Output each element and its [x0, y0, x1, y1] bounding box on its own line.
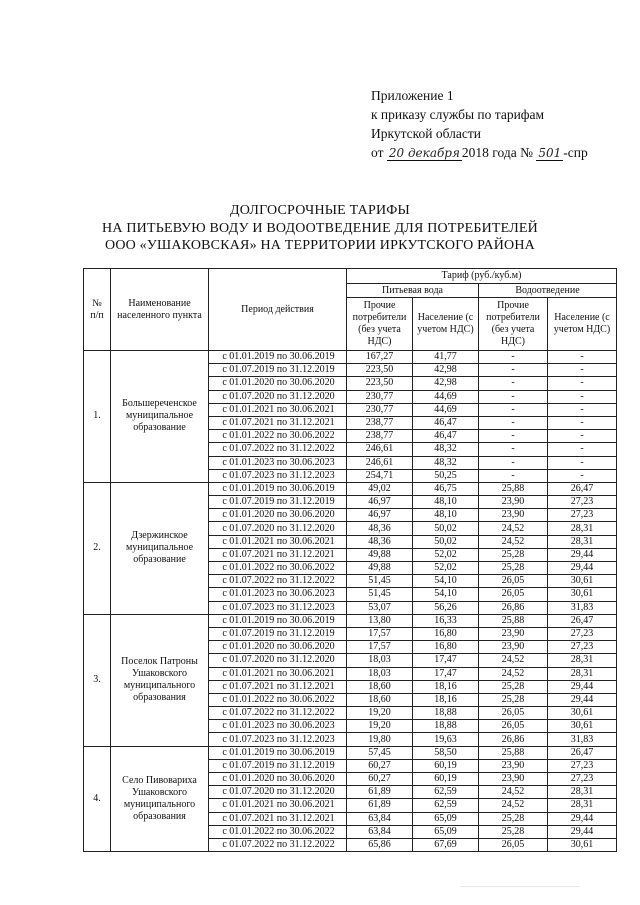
period-cell: с 01.01.2019 по 30.06.2019 — [209, 746, 347, 759]
water-other-cell: 51,45 — [347, 575, 413, 588]
sewer-other-cell: 25,28 — [479, 548, 548, 561]
period-cell: с 01.01.2021 по 30.06.2021 — [209, 799, 347, 812]
sewer-other-cell: - — [479, 469, 548, 482]
sewer-population-cell: 27,23 — [548, 759, 617, 772]
water-other-cell: 230,77 — [347, 403, 413, 416]
period-cell: с 01.01.2022 по 30.06.2022 — [209, 693, 347, 706]
sewer-other-cell: 26,86 — [479, 733, 548, 746]
sewer-other-cell: - — [479, 416, 548, 429]
header-water: Питьевая вода — [347, 284, 479, 298]
period-cell: с 01.01.2022 по 30.06.2022 — [209, 430, 347, 443]
water-other-cell: 18,03 — [347, 667, 413, 680]
water-population-cell: 42,98 — [413, 364, 479, 377]
sewer-population-cell: 29,44 — [548, 548, 617, 561]
water-other-cell: 49,88 — [347, 562, 413, 575]
water-population-cell: 18,16 — [413, 680, 479, 693]
header-num: № п/п — [84, 269, 111, 351]
water-population-cell: 52,02 — [413, 548, 479, 561]
period-cell: с 01.01.2021 по 30.06.2021 — [209, 667, 347, 680]
sewer-population-cell: 29,44 — [548, 680, 617, 693]
title-line-3: ООО «УШАКОВСКАЯ» НА ТЕРРИТОРИИ ИРКУТСКОГО РАЙОНА — [105, 238, 535, 253]
sewer-population-cell: 27,23 — [548, 496, 617, 509]
sewer-population-cell: 28,31 — [548, 799, 617, 812]
water-population-cell: 18,88 — [413, 707, 479, 720]
sewer-population-cell: 28,31 — [548, 654, 617, 667]
sewer-population-cell: 27,23 — [548, 641, 617, 654]
settlement-name: Село Пивовариха Ушаковского муниципального образования — [111, 746, 209, 852]
sewer-other-cell: 26,05 — [479, 720, 548, 733]
water-population-cell: 48,32 — [413, 456, 479, 469]
water-population-cell: 16,80 — [413, 641, 479, 654]
water-population-cell: 42,98 — [413, 377, 479, 390]
table-row — [84, 482, 617, 495]
period-cell: с 01.01.2023 по 30.06.2023 — [209, 720, 347, 733]
sewer-population-cell: - — [548, 456, 617, 469]
period-cell: с 01.07.2023 по 31.12.2023 — [209, 733, 347, 746]
sewer-population-cell: 27,23 — [548, 509, 617, 522]
sewer-other-cell: 24,52 — [479, 535, 548, 548]
group-number: 3. — [84, 614, 111, 746]
water-population-cell: 62,59 — [413, 799, 479, 812]
header-sewer-population: Население (с учетом НДС) — [548, 298, 617, 351]
sewer-other-cell: 26,05 — [479, 588, 548, 601]
sewer-other-cell: - — [479, 456, 548, 469]
sewer-other-cell: 26,86 — [479, 601, 548, 614]
water-population-cell: 54,10 — [413, 588, 479, 601]
water-population-cell: 50,02 — [413, 522, 479, 535]
water-population-cell: 46,75 — [413, 482, 479, 495]
settlement-name: Поселок Патроны Ушаковского муниципального образования — [111, 614, 209, 746]
table-row — [84, 351, 617, 364]
water-population-cell: 18,88 — [413, 720, 479, 733]
water-population-cell: 50,02 — [413, 535, 479, 548]
sewer-other-cell: 23,90 — [479, 627, 548, 640]
water-other-cell: 61,89 — [347, 799, 413, 812]
sewer-population-cell: 26,47 — [548, 746, 617, 759]
water-population-cell: 48,32 — [413, 443, 479, 456]
water-other-cell: 53,07 — [347, 601, 413, 614]
sewer-other-cell: 23,90 — [479, 496, 548, 509]
water-population-cell: 56,26 — [413, 601, 479, 614]
title-line-1: ДОЛГОСРОЧНЫЕ ТАРИФЫ — [230, 203, 410, 218]
water-other-cell: 49,02 — [347, 482, 413, 495]
water-population-cell: 58,50 — [413, 746, 479, 759]
sewer-population-cell: 27,23 — [548, 773, 617, 786]
water-other-cell: 63,84 — [347, 812, 413, 825]
period-cell: с 01.07.2021 по 31.12.2021 — [209, 416, 347, 429]
sewer-population-cell: 28,31 — [548, 522, 617, 535]
water-other-cell: 60,27 — [347, 759, 413, 772]
sewer-population-cell: 26,47 — [548, 614, 617, 627]
group-number: 2. — [84, 482, 111, 614]
table-row — [84, 614, 617, 627]
water-other-cell: 19,80 — [347, 733, 413, 746]
period-cell: с 01.07.2021 по 31.12.2021 — [209, 680, 347, 693]
water-other-cell: 230,77 — [347, 390, 413, 403]
sewer-population-cell: 29,44 — [548, 693, 617, 706]
period-cell: с 01.07.2021 по 31.12.2021 — [209, 548, 347, 561]
sewer-other-cell: 23,90 — [479, 759, 548, 772]
water-other-cell: 17,57 — [347, 627, 413, 640]
header-period: Период действия — [209, 269, 347, 351]
water-other-cell: 223,50 — [347, 377, 413, 390]
appendix-line-1: Приложение 1 — [371, 88, 454, 103]
header-sewer: Водоотведение — [479, 284, 617, 298]
sewer-other-cell: 23,90 — [479, 773, 548, 786]
water-other-cell: 61,89 — [347, 786, 413, 799]
sewer-population-cell: - — [548, 364, 617, 377]
group-number: 4. — [84, 746, 111, 852]
sewer-other-cell: - — [479, 403, 548, 416]
date-prefix: от — [371, 145, 384, 160]
handwritten-order-number: 501 — [538, 146, 562, 160]
water-population-cell: 65,09 — [413, 825, 479, 838]
water-population-cell: 16,80 — [413, 627, 479, 640]
water-population-cell: 44,69 — [413, 390, 479, 403]
sewer-other-cell: - — [479, 377, 548, 390]
sewer-population-cell: 28,31 — [548, 786, 617, 799]
water-population-cell: 46,47 — [413, 430, 479, 443]
water-population-cell: 48,10 — [413, 496, 479, 509]
water-population-cell: 60,19 — [413, 759, 479, 772]
sewer-other-cell: 24,52 — [479, 799, 548, 812]
water-population-cell: 54,10 — [413, 575, 479, 588]
period-cell: с 01.07.2020 по 31.12.2020 — [209, 654, 347, 667]
sewer-other-cell: 23,90 — [479, 641, 548, 654]
period-cell: с 01.01.2020 по 30.06.2020 — [209, 773, 347, 786]
period-cell: с 01.01.2021 по 30.06.2021 — [209, 403, 347, 416]
sewer-other-cell: 25,28 — [479, 812, 548, 825]
sewer-population-cell: 29,44 — [548, 812, 617, 825]
water-other-cell: 18,03 — [347, 654, 413, 667]
sewer-other-cell: - — [479, 351, 548, 364]
header-tariff: Тариф (руб./куб.м) — [347, 269, 617, 284]
water-other-cell: 51,45 — [347, 588, 413, 601]
sewer-other-cell: - — [479, 443, 548, 456]
sewer-other-cell: 23,90 — [479, 509, 548, 522]
sewer-population-cell: 27,23 — [548, 627, 617, 640]
water-other-cell: 19,20 — [347, 720, 413, 733]
water-other-cell: 48,36 — [347, 522, 413, 535]
sewer-population-cell: 30,61 — [548, 575, 617, 588]
period-cell: с 01.01.2023 по 30.06.2023 — [209, 588, 347, 601]
sewer-other-cell: 24,52 — [479, 667, 548, 680]
sewer-population-cell: 31,83 — [548, 601, 617, 614]
title-line-2: НА ПИТЬЕВУЮ ВОДУ И ВОДООТВЕДЕНИЕ ДЛЯ ПОТРЕБИТЕЛЕЙ — [102, 220, 538, 236]
water-population-cell: 46,47 — [413, 416, 479, 429]
water-other-cell: 167,27 — [347, 351, 413, 364]
sewer-other-cell: 25,88 — [479, 482, 548, 495]
period-cell: с 01.01.2023 по 30.06.2023 — [209, 456, 347, 469]
water-population-cell: 17,47 — [413, 667, 479, 680]
sewer-population-cell: - — [548, 351, 617, 364]
sewer-other-cell: 26,05 — [479, 707, 548, 720]
period-cell: с 01.01.2022 по 30.06.2022 — [209, 562, 347, 575]
water-other-cell: 246,61 — [347, 443, 413, 456]
period-cell: с 01.07.2022 по 31.12.2022 — [209, 443, 347, 456]
period-cell: с 01.07.2020 по 31.12.2020 — [209, 390, 347, 403]
settlement-name: Дзержинское муниципальное образование — [111, 482, 209, 614]
sewer-population-cell: - — [548, 390, 617, 403]
water-other-cell: 238,77 — [347, 416, 413, 429]
handwritten-date: 20 декабря — [388, 146, 460, 160]
period-cell: с 01.07.2020 по 31.12.2020 — [209, 522, 347, 535]
sewer-other-cell: 26,05 — [479, 838, 548, 851]
period-cell: с 01.07.2020 по 31.12.2020 — [209, 786, 347, 799]
date-year: 2018 года № — [461, 145, 533, 160]
water-population-cell: 17,47 — [413, 654, 479, 667]
sewer-other-cell: 24,52 — [479, 654, 548, 667]
period-cell: с 01.01.2020 по 30.06.2020 — [209, 641, 347, 654]
water-population-cell: 16,33 — [413, 614, 479, 627]
sewer-other-cell: 24,52 — [479, 522, 548, 535]
period-cell: с 01.01.2019 по 30.06.2019 — [209, 351, 347, 364]
sewer-other-cell: 25,88 — [479, 746, 548, 759]
period-cell: с 01.07.2023 по 31.12.2023 — [209, 469, 347, 482]
sewer-population-cell: - — [548, 403, 617, 416]
sewer-other-cell: 25,28 — [479, 825, 548, 838]
period-cell: с 01.07.2019 по 31.12.2019 — [209, 627, 347, 640]
water-other-cell: 65,86 — [347, 838, 413, 851]
sewer-population-cell: - — [548, 443, 617, 456]
period-cell: с 01.01.2019 по 30.06.2019 — [209, 482, 347, 495]
sewer-population-cell: 30,61 — [548, 588, 617, 601]
water-other-cell: 238,77 — [347, 430, 413, 443]
water-population-cell: 67,69 — [413, 838, 479, 851]
header-water-population: Население (с учетом НДС) — [413, 298, 479, 351]
water-other-cell: 13,80 — [347, 614, 413, 627]
sewer-other-cell: - — [479, 390, 548, 403]
tariff-table — [83, 268, 617, 852]
water-other-cell: 63,84 — [347, 825, 413, 838]
period-cell: с 01.07.2022 по 31.12.2022 — [209, 838, 347, 851]
sewer-other-cell: 26,05 — [479, 575, 548, 588]
sewer-other-cell: - — [479, 430, 548, 443]
sewer-other-cell: 25,88 — [479, 614, 548, 627]
period-cell: с 01.07.2022 по 31.12.2022 — [209, 575, 347, 588]
sewer-population-cell: - — [548, 416, 617, 429]
appendix-line-2: к приказу службы по тарифам — [371, 107, 545, 122]
group-number: 1. — [84, 351, 111, 483]
sewer-population-cell: - — [548, 377, 617, 390]
period-cell: с 01.07.2023 по 31.12.2023 — [209, 601, 347, 614]
water-other-cell: 46,97 — [347, 496, 413, 509]
sewer-population-cell: 28,31 — [548, 535, 617, 548]
period-cell: с 01.01.2020 по 30.06.2020 — [209, 377, 347, 390]
sewer-other-cell: 25,28 — [479, 562, 548, 575]
sewer-other-cell: 25,28 — [479, 693, 548, 706]
water-population-cell: 62,59 — [413, 786, 479, 799]
water-other-cell: 60,27 — [347, 773, 413, 786]
sewer-other-cell: - — [479, 364, 548, 377]
sewer-other-cell: 25,28 — [479, 680, 548, 693]
sewer-population-cell: - — [548, 469, 617, 482]
water-population-cell: 19,63 — [413, 733, 479, 746]
water-other-cell: 223,50 — [347, 364, 413, 377]
appendix-date-line — [371, 143, 588, 162]
period-cell: с 01.07.2019 по 31.12.2019 — [209, 759, 347, 772]
water-population-cell: 52,02 — [413, 562, 479, 575]
water-population-cell: 41,77 — [413, 351, 479, 364]
water-population-cell: 50,25 — [413, 469, 479, 482]
sewer-population-cell: 30,61 — [548, 838, 617, 851]
sewer-population-cell: - — [548, 430, 617, 443]
page-edge-mark — [460, 886, 580, 887]
settlement-name: Большереченское муниципальное образование — [111, 351, 209, 483]
period-cell: с 01.07.2022 по 31.12.2022 — [209, 707, 347, 720]
appendix-block — [371, 86, 588, 162]
water-population-cell: 44,69 — [413, 403, 479, 416]
water-other-cell: 246,61 — [347, 456, 413, 469]
water-other-cell: 18,60 — [347, 693, 413, 706]
water-other-cell: 19,20 — [347, 707, 413, 720]
water-population-cell: 48,10 — [413, 509, 479, 522]
water-population-cell: 18,16 — [413, 693, 479, 706]
water-population-cell: 65,09 — [413, 812, 479, 825]
sewer-population-cell: 28,31 — [548, 667, 617, 680]
water-other-cell: 17,57 — [347, 641, 413, 654]
order-suffix: -спр — [563, 145, 588, 160]
sewer-population-cell: 29,44 — [548, 562, 617, 575]
appendix-line-3: Иркутской области — [371, 126, 482, 141]
sewer-population-cell: 30,61 — [548, 720, 617, 733]
document-title — [0, 202, 640, 255]
sewer-other-cell: 24,52 — [479, 786, 548, 799]
water-other-cell: 18,60 — [347, 680, 413, 693]
water-other-cell: 48,36 — [347, 535, 413, 548]
period-cell: с 01.07.2019 по 31.12.2019 — [209, 496, 347, 509]
sewer-population-cell: 30,61 — [548, 707, 617, 720]
period-cell: с 01.01.2020 по 30.06.2020 — [209, 509, 347, 522]
period-cell: с 01.07.2019 по 31.12.2019 — [209, 364, 347, 377]
table-row — [84, 746, 617, 759]
period-cell: с 01.01.2021 по 30.06.2021 — [209, 535, 347, 548]
sewer-population-cell: 29,44 — [548, 825, 617, 838]
period-cell: с 01.01.2019 по 30.06.2019 — [209, 614, 347, 627]
water-other-cell: 46,97 — [347, 509, 413, 522]
water-other-cell: 57,45 — [347, 746, 413, 759]
header-water-other: Прочие потребители (без учета НДС) — [347, 298, 413, 351]
period-cell: с 01.01.2022 по 30.06.2022 — [209, 825, 347, 838]
sewer-population-cell: 31,83 — [548, 733, 617, 746]
water-other-cell: 254,71 — [347, 469, 413, 482]
tariff-table-body — [84, 351, 617, 852]
sewer-population-cell: 26,47 — [548, 482, 617, 495]
water-other-cell: 49,88 — [347, 548, 413, 561]
header-name: Наименование населенного пункта — [111, 269, 209, 351]
water-population-cell: 60,19 — [413, 773, 479, 786]
header-sewer-other: Прочие потребители (без учета НДС) — [479, 298, 548, 351]
period-cell: с 01.07.2021 по 31.12.2021 — [209, 812, 347, 825]
